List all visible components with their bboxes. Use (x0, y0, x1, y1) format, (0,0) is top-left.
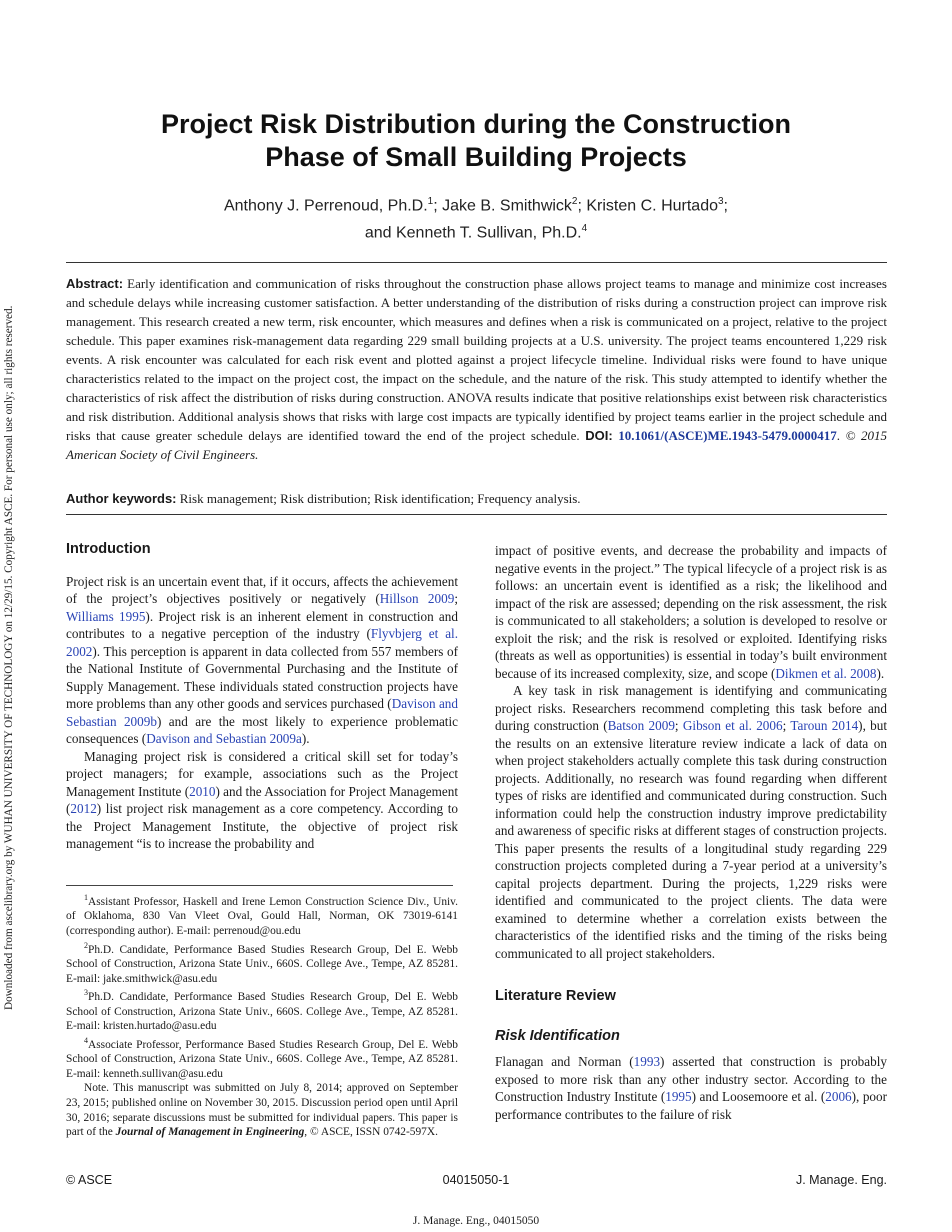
cite-hillson[interactable]: Hillson 2009 (379, 591, 455, 606)
footnote-1 (66, 891, 458, 939)
right-p3-d: ), poor performance contributes to the failure of risk (495, 1089, 887, 1122)
right-p2-b: ), but the results on an extensive literature review indicate a lack of data on when project stakeholders actually complete this task during construction projects. Additionally, no research was found regarding when different types of risks are identified and communicated during construction. Such information could help the construction industry improve predictability and awareness of specific risks at different stages of construction projects. This paper presents the results of a longitudinal study regarding 229 construction projects completed during a 7-year period at a university’s capital projects department. During the projects, 1,229 risks were identified and communicated to the project clients. The data were examined to determine whether a correlation exists between the characteristics of the identified risks and the timing of the risks being communicated to all project stakeholders. (495, 718, 888, 961)
right-sep-a: ; (674, 718, 683, 733)
abstract: Abstract: Early identification and communication of risks throughout the construction phase allows project teams to manage and minimize cost increases and schedule delays while increasing customer satisfaction. A better understanding of the distribution of risks during a construction project can improve risk management. This research created a new term, risk encounter, which measures and defines when a risk is communicated on a project, relative to the project schedule. This paper examines risk-management data regarding 229 small building projects at a U.S. university. The project teams encountered 1,229 risk events. A risk encounter was calculated for each risk event and plotted against a project lifecycle timeline. Individual risks were found to have unique characteristics related to the impact on the project cost, the impact on the schedule, and the nature of the risk. This study attempted to identify whether the characteristics of risk affect the distribution of risks during construction. ANOVA results indicate that positive relationships exist between risk characteristics and risk distribution. Additional analysis shows that risks with large cost impacts are typically identified by project teams earlier in the project schedule and risks that cause greater schedule delays are identified toward the end of the project schedule. DOI: 10.1061/(ASCE)ME.1943-5479.0000417. © 2015 American Society of Civil Engineers. (66, 276, 888, 462)
right-p1-a: impact of positive events, and decrease the probability and impacts of negative events in the project.” The typical lifecycle of a project risk is as follows: an uncertain event is identified as a risk; the likelihood and impact of the risk are assessed; depending on the risk assessment, the risk is communicated to all stakeholders; a solution is developed to resolve or exploit the risk; and the risk is resolved or exploited. Identifying risks (threats as well as opportunities) is essential in today’s built environment because of its increased complexity, size, and scope ( (495, 543, 887, 681)
cite-pmi-2010[interactable]: 2010 (189, 783, 216, 799)
intro-p1-a: Project risk is an uncertain event that, if it occurs, affects the achievement of the project’s objectives positively or negatively ( (66, 573, 458, 606)
abstract-label: Abstract: (66, 276, 124, 291)
author-3: ; Kristen C. Hurtado (577, 197, 718, 215)
cite-gibson[interactable]: Gibson et al. 2006 (682, 718, 783, 733)
author-4: and Kenneth T. Sullivan, Ph.D. (364, 224, 582, 242)
footnotes (66, 891, 458, 1140)
intro-paragraph-1 (66, 573, 458, 748)
download-notice: Downloaded from ascelibrary.org by WUHAN UNIVERSITY OF TECHNOLOGY on 12/29/15. Copyright ASCE. For personal use only; all rights reserved. (3, 305, 15, 1010)
risk-identification-heading: Risk Identification (495, 1027, 620, 1044)
footnote-2 (66, 939, 458, 987)
note-a: Note. This manuscript was submitted on July 8, 2014; approved on September 23, 2015; published online on November 30, 2015. Discussion period open until April 30, 2016; separate discussions must be submitted for individual papers. This paper is part of the (66, 1082, 458, 1139)
footnote-3-text: Ph.D. Candidate, Performance Based Studies Research Group, Del E. Webb School of Construction, Arizona State Univ., 660S. College Ave., Tempe, AZ 85281. E-mail: kristen.hurtado@asu.edu (66, 990, 458, 1033)
footer-journal: J. Manage. Eng. (795, 1173, 887, 1187)
submission-note (66, 1081, 458, 1139)
left-column (66, 541, 458, 853)
keywords-label: Author keywords: (66, 491, 177, 506)
title-line-1: Project Risk Distribution during the Construction (160, 109, 792, 139)
footnote-2-text: Ph.D. Candidate, Performance Based Studies Research Group, Del E. Webb School of Construction, Arizona State Univ., 660S. College Ave., Tempe, AZ 85281. E-mail: jake.smithwick@asu.edu (66, 943, 458, 985)
intro-p2-a: Managing project risk is considered a critical skill set for today’s project managers; for example, associations such as the Project Management Institute ( (66, 748, 458, 799)
right-p3-c: ) and Loosemoore et al. ( (691, 1089, 826, 1104)
right-paragraph-1 (495, 542, 887, 682)
author-4-sup: 4 (581, 223, 588, 235)
footnote-1-text: Assistant Professor, Haskell and Irene Lemon Construction Science Div., Univ. of Oklahoma, 830 Van Vleet Oval, Gould Hall, Norman, OK 73019-6141 (corresponding author). E-mail: perrenoud@ou.edu (66, 895, 458, 937)
journal-name: Journal of Management in Engineering (115, 1126, 305, 1139)
paper-title (60, 108, 892, 174)
author-2-sup: 2 (571, 196, 578, 207)
cite-davison-b[interactable]: Davison and Sebastian 2009b (66, 696, 458, 729)
doi-link[interactable]: 10.1061/(ASCE)ME.1943-5479.0000417 (618, 428, 837, 443)
footnote-4-text: Associate Professor, Performance Based Studies Research Group, Del E. Webb School of Construction, Arizona State Univ., 660S. College Ave., Tempe, AZ 85281. E-mail: kenneth.sullivan@asu.edu (66, 1038, 458, 1080)
author-2: ; Jake B. Smithwick (433, 197, 572, 215)
introduction-heading: Introduction (66, 541, 151, 557)
cite-flanagan-1993[interactable]: 1993 (633, 1054, 661, 1069)
right-paragraph-3 (495, 1053, 887, 1123)
abstract-text: Early identification and communication of risks throughout the construction phase allows project teams to manage and minimize cost increases and schedule delays while increasing customer satisfaction. A better understanding of the distribution of risks during a construction project can improve risk management. This research created a new term, risk encounter, which measures and defines when a risk is communicated on a project, relative to the project schedule. This paper examines risk-management data regarding 229 small building projects at a U.S. university. The project teams encountered 1,229 risk events. A risk encounter was calculated for each risk event and plotted against a project lifecycle timeline. Individual risks were found to have unique characteristics related to the impact on the project cost, the impact on the schedule, and the nature of the risk. This study attempted to identify whether the characteristics of risk affect the distribution of risks during construction. ANOVA results indicate that positive relationships exist between risk characteristics and risk distribution. Additional analysis shows that risks with large cost impacts are typically identified by project teams earlier in the project schedule and risks that cause greater schedule delays are identified toward the end of the project schedule. (66, 276, 887, 443)
cite-williams[interactable]: Williams 1995 (66, 608, 146, 624)
right-p3-b: ) asserted that construction is probably exposed to more risk than any other industry sector. According to the Construction Industry Institute ( (495, 1054, 887, 1104)
cite-loosemoore-2006[interactable]: 2006 (825, 1089, 852, 1104)
right-p1-b: ). (876, 665, 885, 681)
bottom-citation: J. Manage. Eng., 04015050 (412, 1215, 540, 1227)
right-sep-b: ; (782, 718, 791, 733)
copyright: © 2015 American Society of Civil Engineers. (66, 428, 888, 462)
footnote-4-sup: 4 (84, 1035, 88, 1045)
cite-apm-2012[interactable]: 2012 (70, 801, 97, 816)
author-list (60, 190, 892, 245)
author-1: Anthony J. Perrenoud, Ph.D. (223, 197, 428, 215)
literature-review-heading: Literature Review (495, 988, 616, 1004)
right-p3-a: Flanagan and Norman ( (495, 1054, 634, 1069)
author-3-end: ; (723, 197, 728, 215)
footer-left: © ASCE (66, 1173, 113, 1187)
cite-davison-a[interactable]: Davison and Sebastian 2009a (146, 731, 302, 746)
cite-batson[interactable]: Batson 2009 (607, 718, 675, 733)
footnote-4 (66, 1034, 458, 1082)
note-b: , © ASCE, ISSN 0742-597X. (304, 1126, 438, 1139)
title-line-2: Phase of Small Building Projects (265, 142, 687, 172)
cite-taroun[interactable]: Taroun 2014 (790, 718, 859, 733)
keywords (66, 489, 887, 508)
doi-label: DOI: (585, 428, 613, 443)
keywords-text: Risk management; Risk distribution; Risk identification; Frequency analysis. (176, 491, 581, 506)
abstract-bottom-rule (66, 514, 887, 515)
author-1-sup: 1 (427, 196, 434, 207)
cite-dikmen[interactable]: Dikmen et al. 2008 (775, 665, 877, 681)
right-column (495, 542, 887, 1123)
intro-p1-e: ). (301, 731, 310, 746)
intro-p1-c: ). This perception is apparent in data collected from 557 members of the National Institute of Governmental Purchasing and the Institute of Supply Management. These individuals stated construction projects have more problems than any other goods and services purchased ( (66, 643, 458, 711)
intro-p1-d: ) and are the most likely to experience problematic consequences ( (66, 713, 458, 746)
footer-page-id: 04015050-1 (442, 1173, 510, 1187)
cite-flyvbjerg[interactable]: Flyvbjerg et al. 2002 (66, 626, 459, 659)
top-rule (66, 262, 887, 263)
footnote-rule (66, 885, 453, 886)
footnote-2-sup: 2 (84, 940, 88, 950)
footnote-1-sup: 1 (84, 893, 88, 902)
intro-paragraph-2 (66, 748, 458, 853)
intro-p1-b: ). Project risk is an inherent element in construction and contributes to a negative perception of the industry ( (66, 608, 458, 641)
right-p2-a: A key task in risk management is identifying and communicating project risks. Researchers recommend completing this task before and during construction ( (495, 683, 887, 733)
intro-p2-b: ) and the Association for Project Management ( (66, 783, 459, 816)
author-3-sup: 3 (717, 196, 724, 207)
cite-cii-1995[interactable]: 1995 (665, 1089, 692, 1104)
intro-p2-c: ) list project risk management as a core competency. According to the Project Management Institute, the objective of project risk management “is to increase the probability and (66, 801, 458, 851)
footnote-3-sup: 3 (84, 988, 88, 998)
right-paragraph-2 (495, 682, 887, 962)
footnote-3 (66, 986, 458, 1034)
intro-sep: ; (454, 591, 458, 606)
